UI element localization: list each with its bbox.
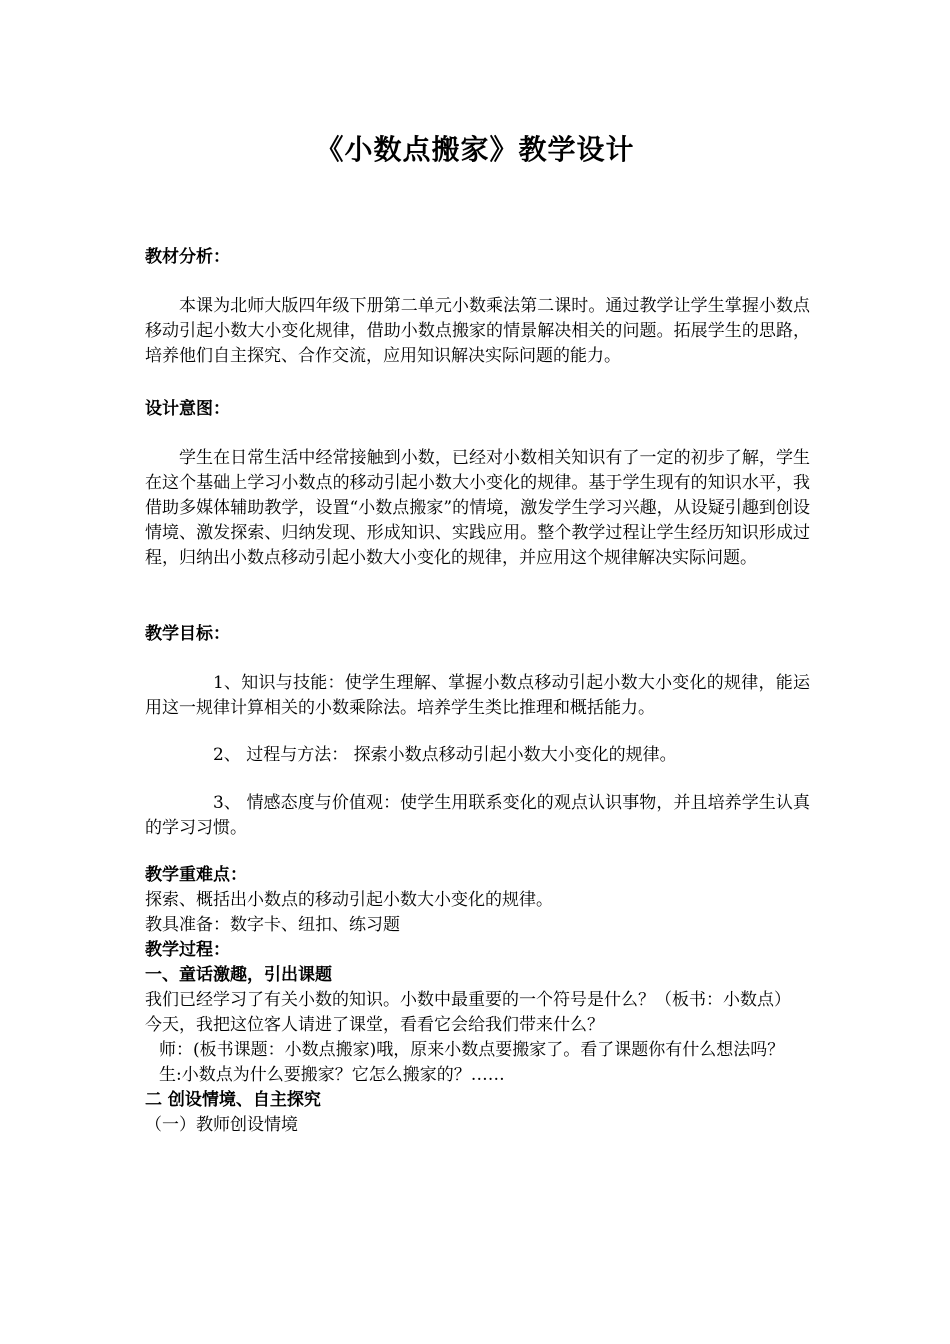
section-heading: 教材分析： bbox=[145, 247, 230, 267]
intent-heading bbox=[145, 397, 810, 422]
step1-line: 师：(板书课题：小数点搬家)哦，原来小数点要搬家了。看了课题你有什么想法吗？ bbox=[159, 1040, 785, 1060]
section-heading: 设计意图： bbox=[145, 399, 230, 419]
step1-heading: 一、童话激趣，引出课题 bbox=[145, 965, 332, 985]
goals-heading bbox=[145, 622, 810, 647]
intent-section bbox=[145, 446, 810, 571]
tools-text: 教具准备：数字卡、纽扣、练习题 bbox=[145, 915, 400, 935]
document-title: 《小数点搬家》教学设计 bbox=[315, 133, 635, 166]
goal-paragraph: 1、知识与技能：使学生理解、掌握小数点移动引起小数大小变化的规律，能运用这一规律计算相关的小数乘除法。培养学生类比推理和概括能力。 bbox=[145, 673, 810, 718]
goal-2 bbox=[145, 743, 810, 768]
key-text: 探索、概括出小数点的移动引起小数大小变化的规律。 bbox=[145, 890, 553, 910]
step1-line: 我们已经学习了有关小数的知识。小数中最重要的一个符号是什么？（板书：小数点） bbox=[145, 990, 791, 1010]
step1-line: 今天，我把这位客人请进了课堂，看看它会给我们带来什么？ bbox=[145, 1015, 604, 1035]
step2-heading: 二 创设情境、自主探究 bbox=[145, 1090, 321, 1110]
section-heading: 教学目标： bbox=[145, 624, 230, 644]
step2-sub: （一）教师创设情境 bbox=[145, 1115, 298, 1135]
goal-3 bbox=[145, 791, 810, 841]
analysis-paragraph: 本课为北师大版四年级下册第二单元小数乘法第二课时。通过教学让学生掌握小数点移动引起小数大小变化规律，借助小数点搬家的情景解决相关的问题。拓展学生的思路，培养他们自主探究、合作交流，应用知识解决实际问题的能力。 bbox=[145, 296, 810, 366]
key-heading: 教学重难点： bbox=[145, 865, 247, 885]
analysis-section bbox=[145, 294, 810, 369]
goal-paragraph: 3、 情感态度与价值观：使学生用联系变化的观点认识事物，并且培养学生认真的学习习惯。 bbox=[145, 793, 810, 838]
goal-1 bbox=[145, 671, 810, 721]
process-heading: 教学过程： bbox=[145, 940, 230, 960]
process-block bbox=[145, 863, 810, 1138]
goal-paragraph: 2、 过程与方法： 探索小数点移动引起小数大小变化的规律。 bbox=[213, 745, 677, 765]
intent-paragraph: 学生在日常生活中经常接触到小数，已经对小数相关知识有了一定的初步了解，学生在这个基础上学习小数点的移动引起小数大小变化的规律。基于学生现有的知识水平，我借助多媒体辅助教学，设置“小数点搬家”的情境，激发学生学习兴趣，从设疑引趣到创设情境、激发探索、归纳发现、形成知识、实践应用。整个教学过程让学生经历知识形成过程，归纳出小数点移动引起小数大小变化的规律，并应用这个规律解决实际问题。 bbox=[145, 448, 810, 568]
step1-line: 生:小数点为什么要搬家？它怎么搬家的？…… bbox=[159, 1065, 505, 1085]
analysis-heading bbox=[145, 245, 810, 270]
